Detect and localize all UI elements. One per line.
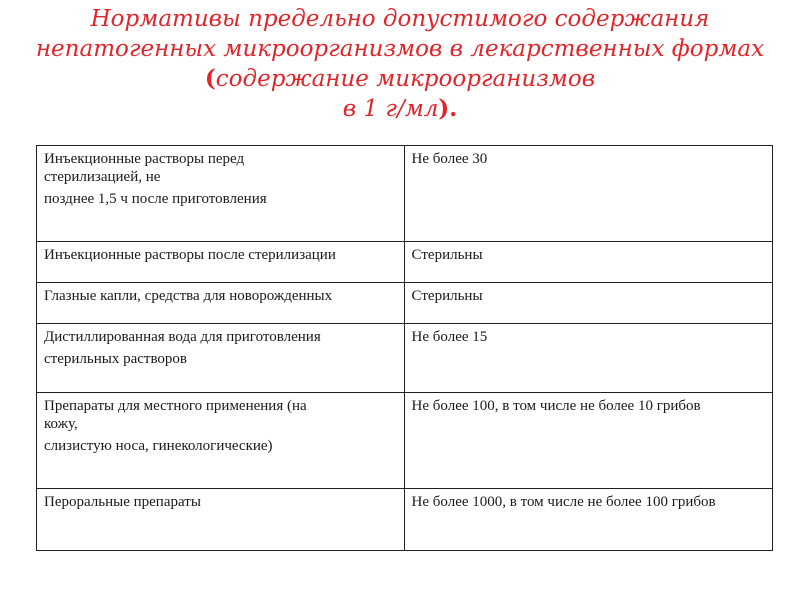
title-line-4 [20,94,780,124]
title-line-4-text: в 1 г/мл [342,96,439,122]
table-row [37,324,773,393]
dosage-form-line: позднее 1,5 ч после приготовления [44,191,267,207]
norm-cell: Стерильны [404,242,772,283]
dosage-form-line: Инъекционные растворы после стерилизации [44,247,336,263]
dosage-form-line: Пероральные препараты [44,494,201,510]
title-paren-open: ( [204,65,216,92]
dosage-form-line: слизистую носа, гинекологические) [44,438,273,454]
dosage-form-cell [37,324,405,393]
table-row [37,242,773,283]
norm-cell: Не более 1000, в том числе не более 100 грибов [404,489,772,551]
title-line-1: Нормативы предельно допустимого содержания [90,6,710,32]
dosage-form-cell [37,489,405,551]
dosage-form-line: Инъекционные растворы перед [44,151,245,167]
dosage-form-line: кожу, [44,416,78,432]
norms-table [36,145,773,551]
slide-title [20,4,780,124]
norm-cell: Не более 100, в том числе не более 10 грибов [404,393,772,489]
norm-cell: Не более 30 [404,146,772,242]
title-line-2: непатогенных микроорганизмов в лекарственных формах [35,36,765,62]
dosage-form-cell [37,242,405,283]
table-row [37,283,773,324]
norm-cell: Стерильны [404,283,772,324]
dosage-form-cell [37,393,405,489]
dosage-form-line: стерилизацией, не [44,169,161,185]
table-row [37,146,773,242]
title-paren-close: ). [438,95,458,122]
title-line-3 [20,64,780,94]
dosage-form-line: Глазные капли, средства для новорожденных [44,288,333,304]
dosage-form-cell [37,146,405,242]
dosage-form-line: стерильных растворов [44,351,188,367]
table-row [37,393,773,489]
table-row [37,489,773,551]
dosage-form-line: Препараты для местного применения (на [44,398,307,414]
dosage-form-cell [37,283,405,324]
norm-cell: Не более 15 [404,324,772,393]
dosage-form-line: Дистиллированная вода для приготовления [44,329,321,345]
title-line-3-text: содержание микроорганизмов [215,66,596,92]
